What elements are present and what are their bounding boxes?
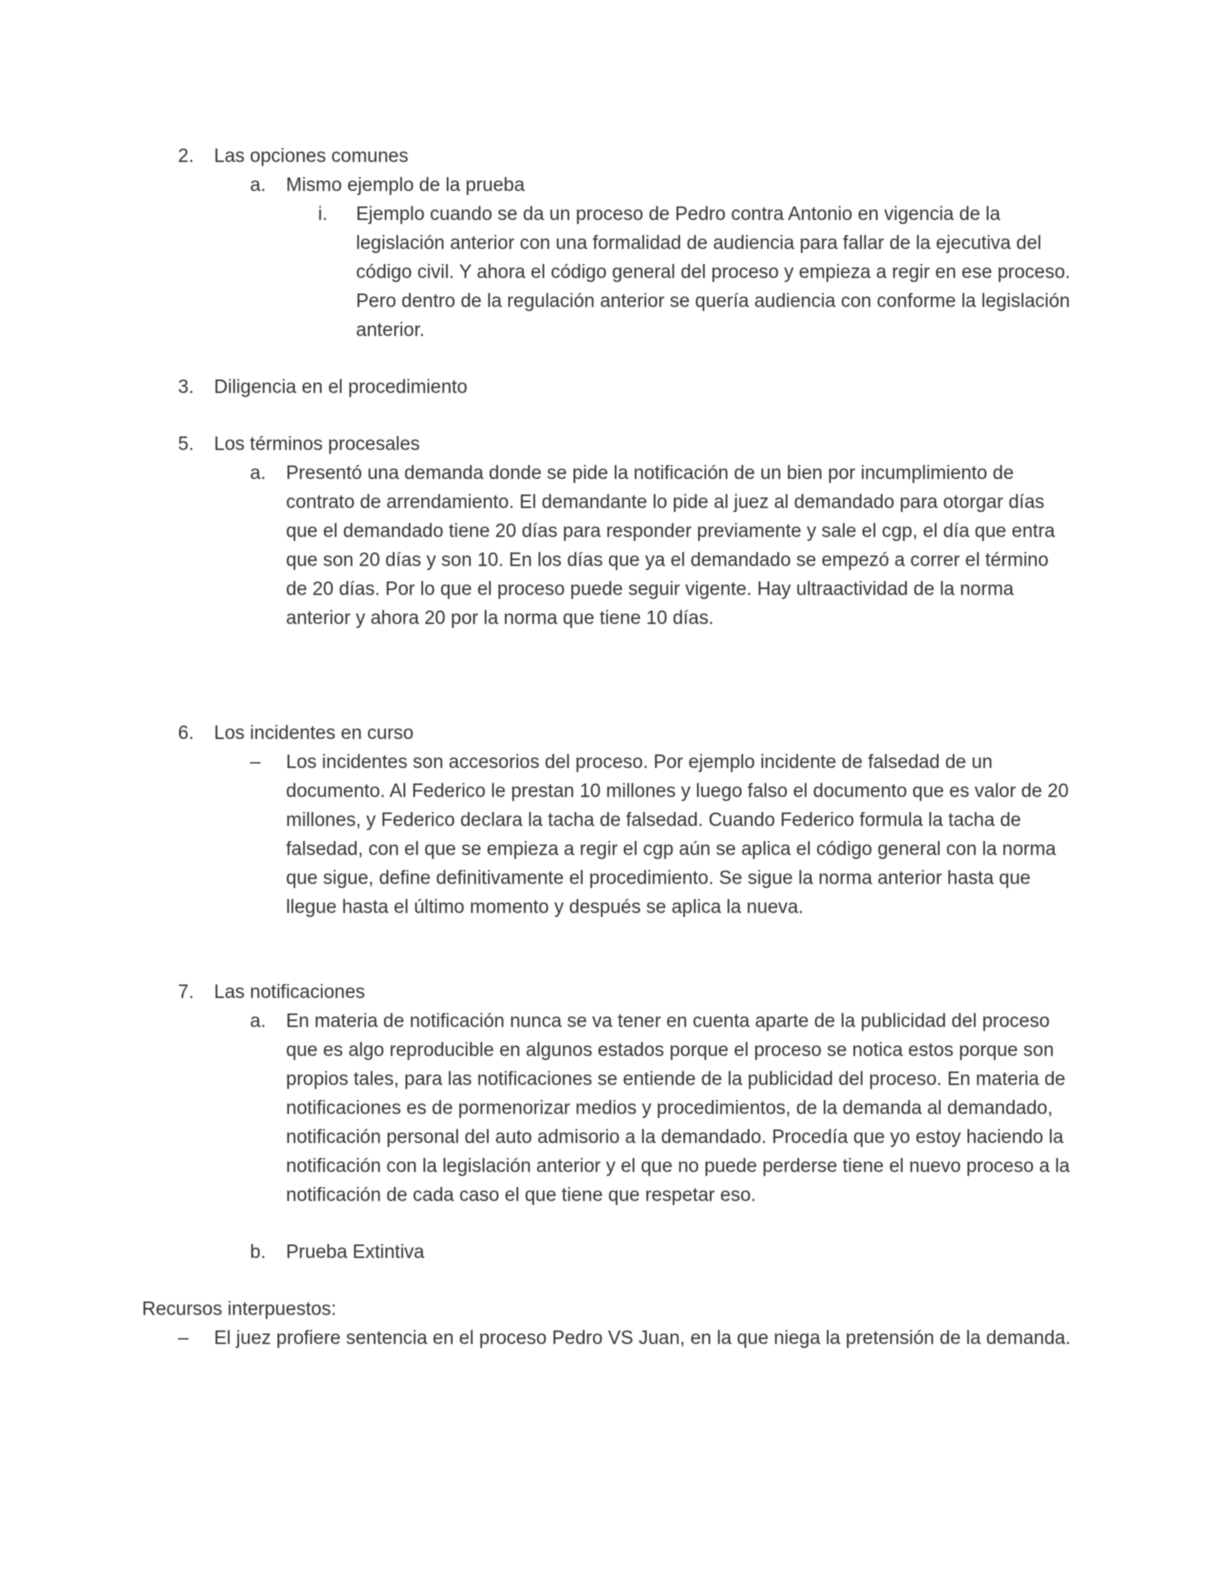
list-marker: 5. — [178, 434, 194, 455]
list-item: Prueba Extintiva — [286, 1242, 425, 1263]
paragraph: Los incidentes son accesorios del proceso. Por ejemplo incidente de falsedad de un documento. Al Federico le prestan 10 millones y luego falso el documento que es valor de 20 millones, y Federico declara la tacha de falsedad. Cuando Federico formula la tacha de falsedad, con el que se empieza a regir el cgp aún se aplica el código general con la norma que sigue, define definitivamente el procedimiento. Se sigue la norma anterior hasta que llegue hasta el último momento y después se aplica la nueva. — [286, 752, 1069, 918]
list-marker: i. — [318, 204, 328, 225]
list-marker: 3. — [178, 377, 194, 398]
paragraph: El juez profiere sentencia en el proceso Pedro VS Juan, en la que niega la pretensión de la demanda. — [214, 1328, 1071, 1349]
list-item-heading: Los términos procesales — [214, 434, 420, 455]
list-item: Mismo ejemplo de la prueba — [286, 175, 525, 196]
paragraph: Ejemplo cuando se da un proceso de Pedro contra Antonio en vigencia de la legislación anterior con una formalidad de audiencia para fallar de la ejecutiva del código civil. Y ahora el código general del proceso y empieza a regir en ese proceso. Pero dentro de la regulación anterior se quería audiencia con conforme la legislación anterior. — [356, 204, 1071, 341]
list-marker: a. — [250, 1011, 266, 1032]
list-item-heading: Las notificaciones — [214, 982, 366, 1003]
list-marker: – — [178, 1328, 189, 1349]
list-marker: a. — [250, 463, 266, 484]
list-item-heading: Las opciones comunes — [214, 146, 409, 167]
list-marker: b. — [250, 1242, 266, 1263]
list-item-heading: Los incidentes en curso — [214, 723, 414, 744]
paragraph: Presentó una demanda donde se pide la notificación de un bien por incumplimiento de contrato de arrendamiento. El demandante lo pide al juez al demandado para otorgar días que el demandado tiene 20 días para responder previamente y sale el cgp, el día que entra que son 20 días y son 10. En los días que ya el demandado se empezó a correr el término de 20 días. Por lo que el proceso puede seguir vigente. Hay ultraactividad de la norma anterior y ahora 20 por la norma que tiene 10 días. — [286, 463, 1055, 629]
section-heading: Recursos interpuestos: — [142, 1299, 337, 1320]
paragraph: En materia de notificación nunca se va tener en cuenta aparte de la publicidad del proceso que es algo reproducible en algunos estados porque el proceso se notica estos porque son propios tales, para las notificaciones se entiende de la publicidad del proceso. En materia de notificaciones es de pormenorizar medios y procedimientos, de la demanda al demandado, notificación personal del auto admisorio a la demandado. Procedía que yo estoy haciendo la notificación con la legislación anterior y el que no puede perderse tiene el nuevo proceso a la notificación de cada caso el que tiene que respetar eso. — [286, 1011, 1070, 1206]
list-marker: – — [250, 752, 261, 773]
list-marker: 6. — [178, 723, 194, 744]
list-marker: a. — [250, 175, 266, 196]
list-marker: 7. — [178, 982, 194, 1003]
list-item-heading: Diligencia en el procedimiento — [214, 377, 468, 398]
list-marker: 2. — [178, 146, 194, 167]
